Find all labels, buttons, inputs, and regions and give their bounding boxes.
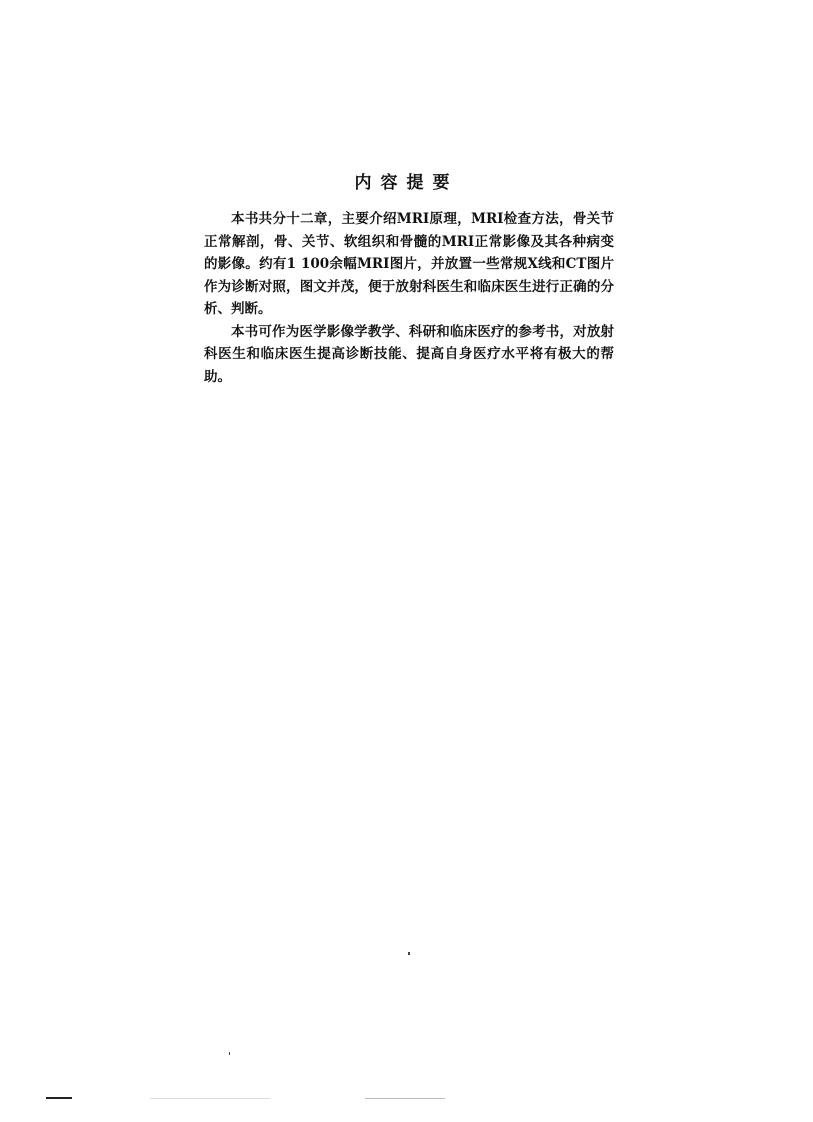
scan-speck [408, 952, 410, 955]
summary-paragraph-1: 本书共分十二章，主要介绍MRI原理，MRI检查方法，骨关节正常解剖，骨、关节、软组织和骨髓的MRI正常影像及其各种病变的影像。约有1 100余幅MRI图片，并放置一些常规X线和CT图片作为诊断对照，图文并茂，便于放射科医生和临床医生进行正确的分析、判断。 [204, 211, 614, 317]
scan-line-mark [46, 1097, 72, 1099]
summary-paragraph-2: 本书可作为医学影像学教学、科研和临床医疗的参考书，对放射科医生和临床医生提高诊断技能、提高自身医疗水平将有极大的帮助。 [204, 323, 614, 385]
page-title: 内容提要 [354, 173, 459, 194]
scan-dotted-line [150, 1098, 270, 1099]
scan-dotted-line [365, 1098, 445, 1099]
scan-speck [229, 1052, 230, 1055]
summary-body [204, 208, 614, 388]
